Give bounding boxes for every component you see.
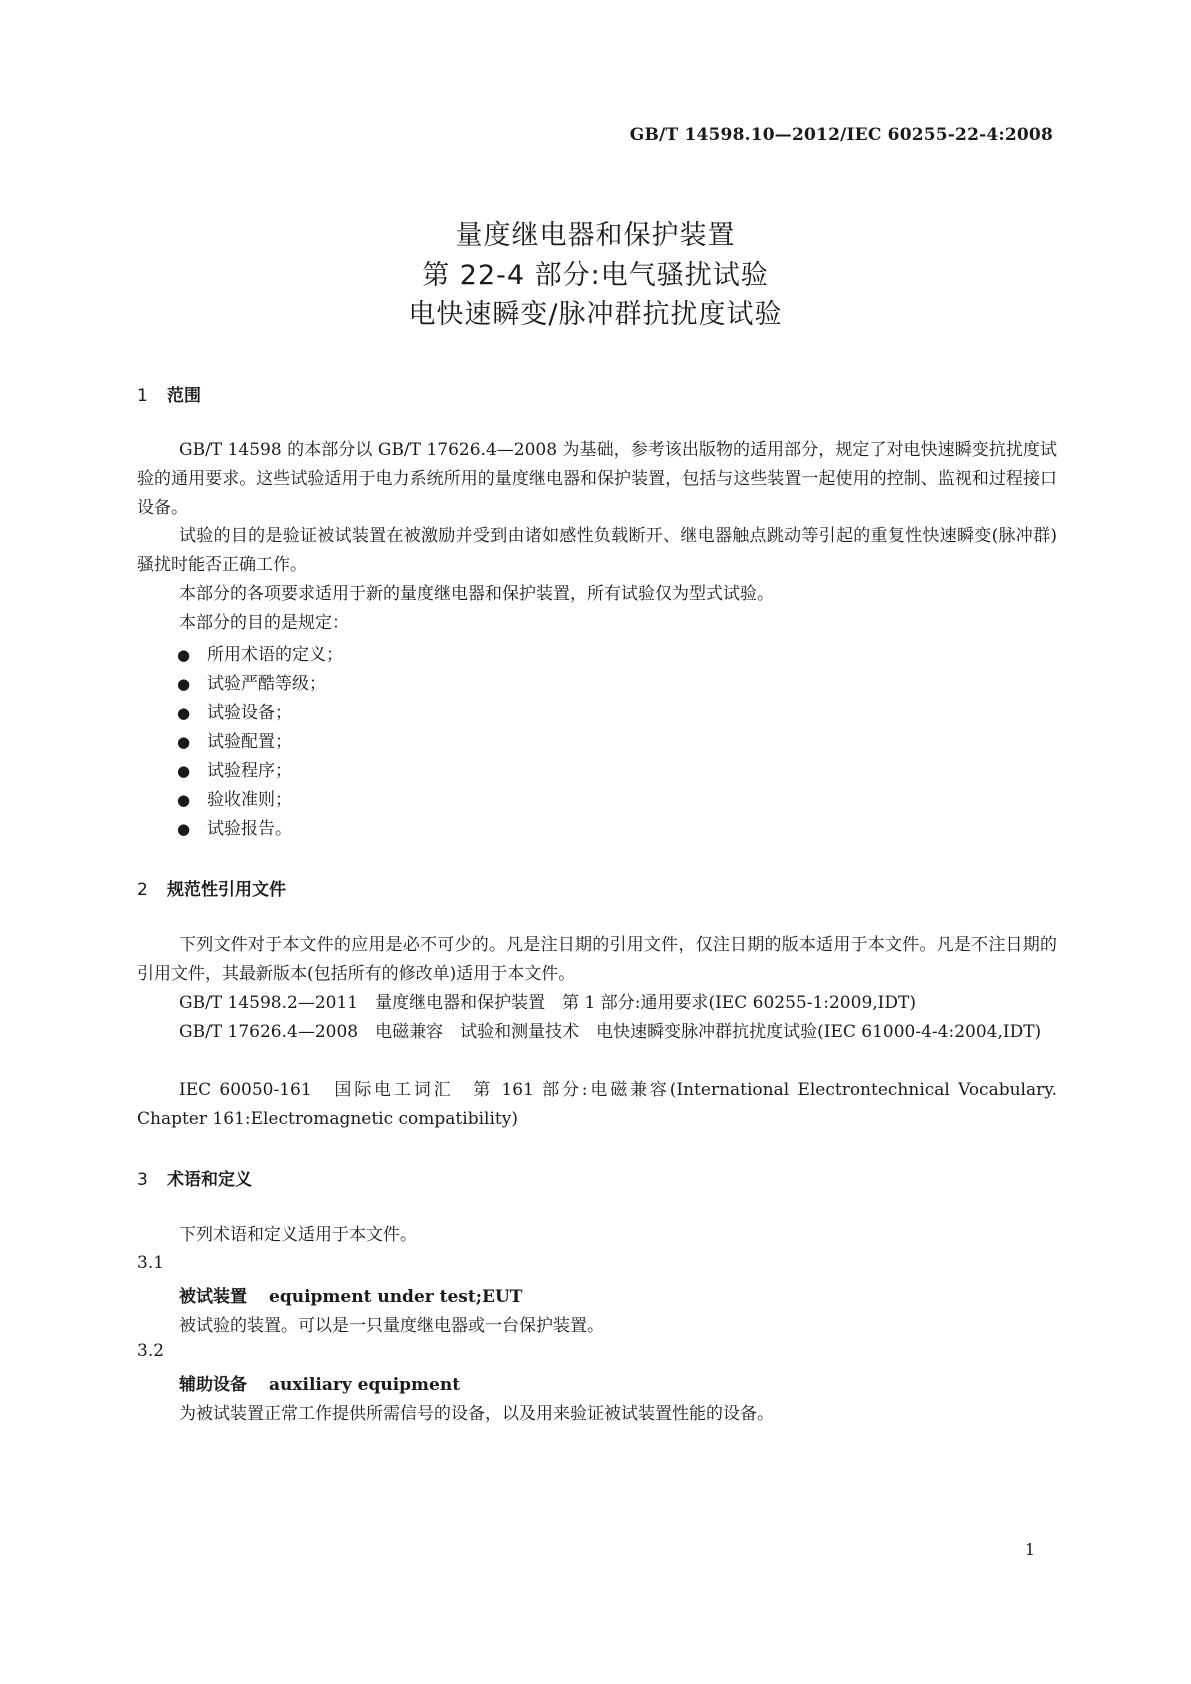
list-item: ● 试验报告。 — [177, 819, 292, 839]
paragraph: GB/T 14598 的本部分以 GB/T 17626.4—2008 为基础，参考该出版物的适用部分，规定了对电快速瞬变抗扰度试验的通用要求。这些试验适用于电力系统所用的量度继电器和保护装置，包括与这些装置一起使用的控制、监视和过程接口设备。 — [137, 440, 1057, 518]
list-item: ● 所用术语的定义； — [177, 645, 343, 665]
term-entry — [179, 1282, 522, 1307]
standard-header: GB/T 14598.10—2012/IEC 60255-22-4:2008 — [629, 125, 1053, 145]
term-chinese: 被试装置 — [179, 1287, 247, 1307]
title-line-3: 电快速瞬变/脉冲群抗扰度试验 — [408, 299, 783, 330]
term-number: 3.1 — [137, 1253, 165, 1273]
section-title: 范围 — [167, 386, 201, 406]
list-item: ● 试验严酷等级； — [177, 674, 326, 694]
list-item: ● 验收准则； — [177, 790, 292, 810]
section-title: 术语和定义 — [167, 1170, 252, 1190]
paragraph: 本部分的目的是规定： — [179, 613, 349, 633]
section-number: 3 — [137, 1170, 148, 1190]
paragraph: 下列术语和定义适用于本文件。 — [179, 1225, 417, 1245]
term-english: equipment under test;EUT — [269, 1287, 523, 1307]
term-definition: 被试验的装置。可以是一只量度继电器或一台保护装置。 — [179, 1316, 604, 1336]
term-number: 3.2 — [137, 1341, 165, 1361]
page-number: 1 — [1024, 1540, 1035, 1559]
term-english: auxiliary equipment — [269, 1375, 461, 1395]
paragraph: 下列文件对于本文件的应用是必不可少的。凡是注日期的引用文件，仅注日期的版本适用于本文件。凡是不注日期的引用文件，其最新版本(包括所有的修改单)适用于本文件。 — [137, 935, 1057, 984]
title-line-1: 量度继电器和保护装置 — [455, 220, 736, 251]
paragraph: 本部分的各项要求适用于新的量度继电器和保护装置，所有试验仅为型式试验。 — [179, 584, 774, 604]
term-definition: 为被试装置正常工作提供所需信号的设备，以及用来验证被试装置性能的设备。 — [179, 1404, 774, 1424]
list-item: ● 试验程序； — [177, 761, 292, 781]
section-title: 规范性引用文件 — [167, 880, 286, 900]
section-2-heading — [137, 875, 286, 900]
reference-item: IEC 60050-161 国际电工词汇 第 161 部分:电磁兼容(International Electrontechnical Vocabulary. Chapter 161:Electromagnetic compatibility) — [137, 1080, 1057, 1129]
term-chinese: 辅助设备 — [179, 1375, 247, 1395]
section-number: 2 — [137, 880, 148, 900]
section-1-heading — [137, 381, 201, 406]
list-item: ● 试验设备； — [177, 703, 292, 723]
reference-item: GB/T 17626.4—2008 电磁兼容 试验和测量技术 电快速瞬变脉冲群抗扰度试验(IEC 61000-4-4:2004,IDT) — [179, 1022, 1042, 1042]
title-line-2: 第 22-4 部分:电气骚扰试验 — [422, 260, 769, 291]
paragraph: 试验的目的是验证被试装置在被激励并受到由诸如感性负载断开、继电器触点跳动等引起的重复性快速瞬变(脉冲群)骚扰时能否正确工作。 — [137, 526, 1057, 575]
section-number: 1 — [137, 386, 148, 406]
list-item: ● 试验配置； — [177, 732, 292, 752]
reference-item: GB/T 14598.2—2011 量度继电器和保护装置 第 1 部分:通用要求(IEC 60255-1:2009,IDT) — [179, 993, 916, 1013]
term-entry — [179, 1370, 460, 1395]
section-3-heading — [137, 1165, 252, 1190]
